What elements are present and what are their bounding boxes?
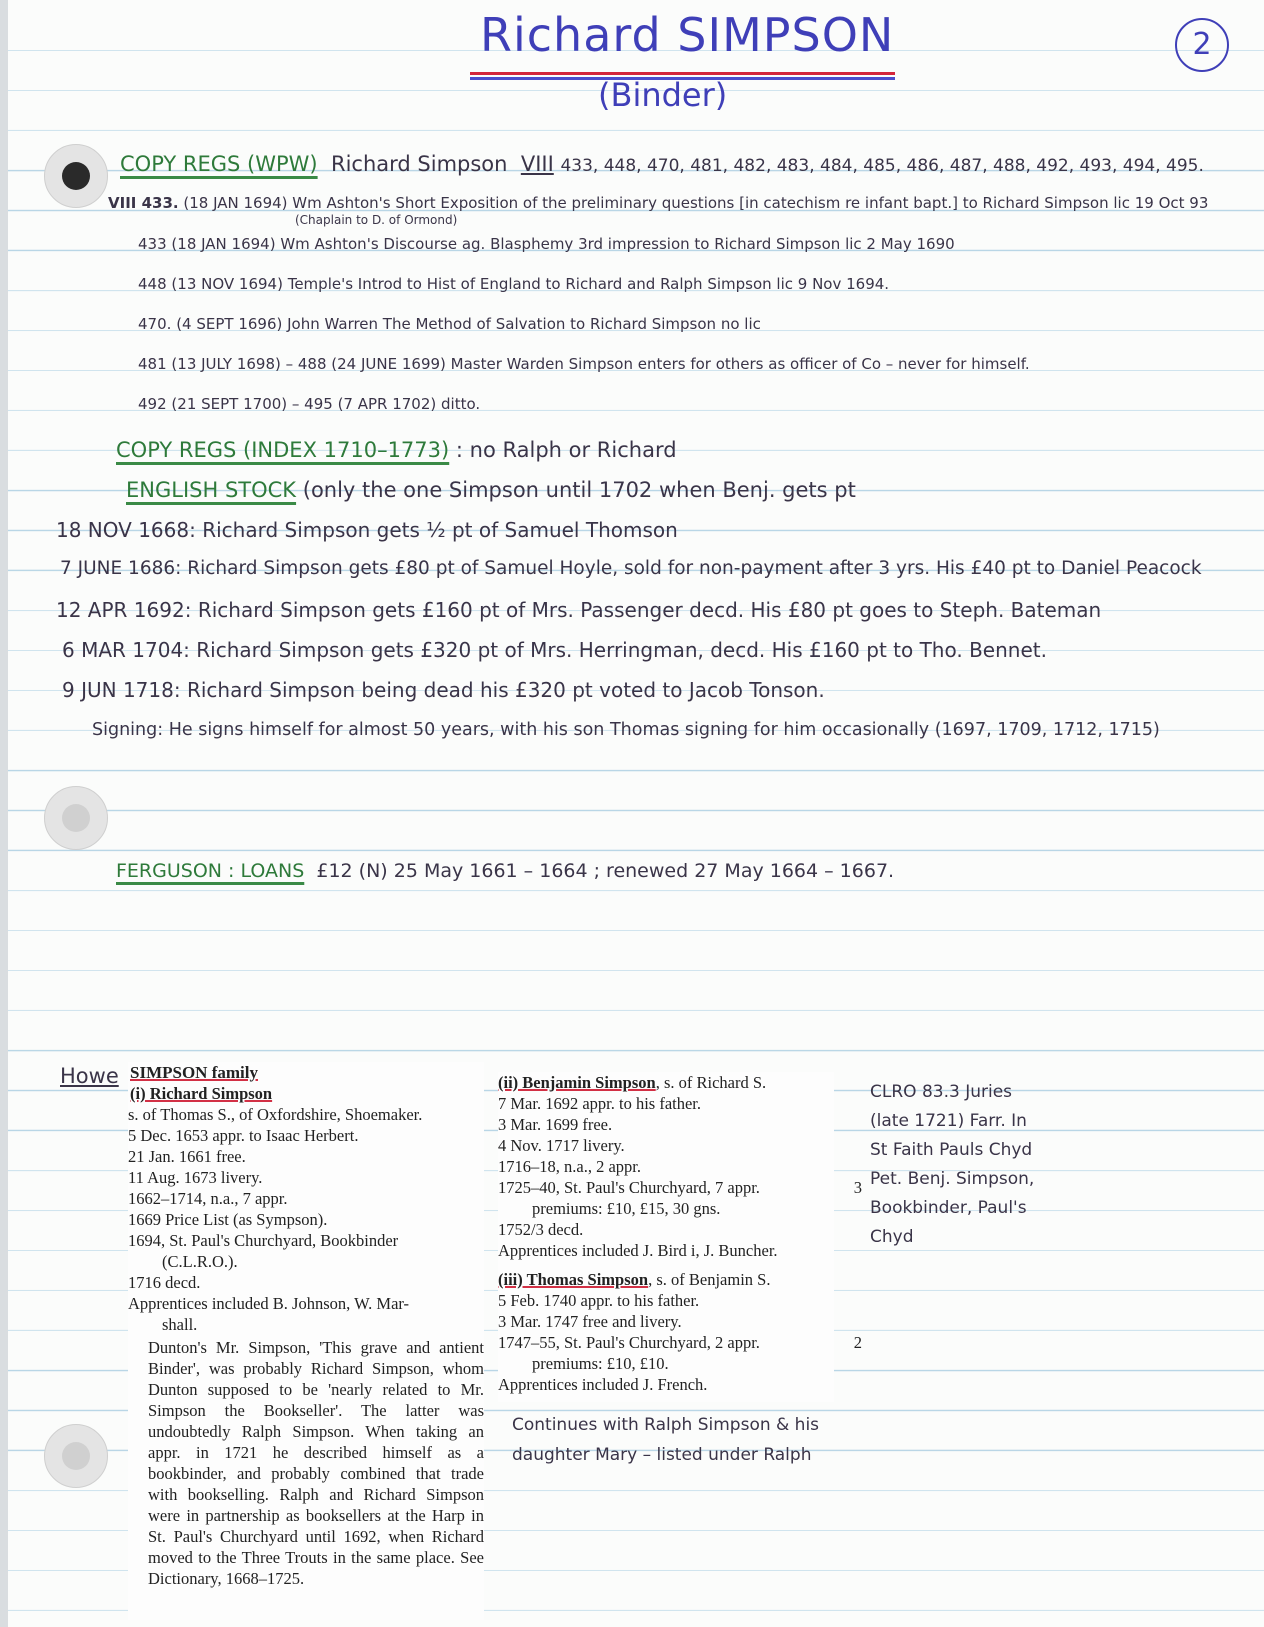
stock-date: 18 NOV 1668: <box>56 518 196 542</box>
signing-label: Signing: <box>92 720 164 740</box>
entry-row <box>138 355 1030 373</box>
thomas-sub: , s. of Benjamin S. <box>648 1270 771 1289</box>
stock-entry <box>56 598 1101 622</box>
copy-regs-index-label: COPY REGS (INDEX 1710–1773) <box>116 438 450 462</box>
benjamin-line: 4 Nov. 1717 livery. <box>498 1136 625 1155</box>
english-stock-line <box>126 478 856 502</box>
stock-text: Richard Simpson gets £80 pt of Samuel Hoyle, sold for non-payment after 3 yrs. His £40 pt to Daniel Peacock <box>187 558 1202 579</box>
thomas-line: Apprentices included J. French. <box>498 1375 708 1394</box>
entry-text: (18 JAN 1694) Wm Ashton's Short Exposition of the preliminary questions [in catechism re infant bapt.] to Richard Simpson lic 19 Oct 93 <box>183 194 1209 212</box>
signing-line <box>92 720 1160 740</box>
richard-heading: (i) Richard Simpson <box>130 1084 273 1103</box>
richard-line: 1662–1714, n.a., 7 appr. <box>128 1189 288 1208</box>
howe-clipping-right <box>498 1072 862 1402</box>
ferguson-label: FERGUSON : LOANS <box>116 860 305 882</box>
thomas-appr-count: 2 <box>853 1333 862 1352</box>
thomas-line: 5 Feb. 1740 appr. to his father. <box>498 1291 700 1310</box>
continues-note: Continues with Ralph Simpson & his daughter Mary – listed under Ralph <box>512 1415 820 1465</box>
binder-hole-middle <box>44 786 108 850</box>
benjamin-line: 7 Mar. 1692 appr. to his father. <box>498 1094 702 1113</box>
stock-date: 7 JUNE 1686: <box>60 558 182 579</box>
stock-entry <box>62 678 825 702</box>
benjamin-line <box>498 1177 862 1198</box>
benjamin-line: premiums: £10, £15, 30 gns. <box>532 1199 721 1218</box>
entry-ref: 481 <box>138 355 167 373</box>
copy-regs-name: Richard Simpson <box>330 152 508 176</box>
richard-line: shall. <box>162 1315 198 1334</box>
entry-text: (18 JAN 1694) Wm Ashton's Discourse ag. Blasphemy 3rd impression to Richard Simpson lic 2 May 1690 <box>171 235 955 253</box>
stock-text: Richard Simpson gets £160 pt of Mrs. Passenger decd. His £80 pt goes to Steph. Bateman <box>197 598 1102 622</box>
ferguson-text: £12 (N) 25 May 1661 – 1664 ; renewed 27 May 1664 – 1667. <box>316 860 895 882</box>
richard-line: (C.L.R.O.). <box>162 1252 238 1271</box>
copy-regs-index-line <box>116 438 677 462</box>
stock-text: Richard Simpson gets ½ pt of Samuel Thomson <box>202 518 678 542</box>
copy-regs-refs: 433, 448, 470, 481, 482, 483, 484, 485, 486, 487, 488, 492, 493, 494, 495. <box>560 156 1204 176</box>
benjamin-heading: (ii) Benjamin Simpson <box>498 1073 656 1092</box>
copy-regs-vol: VIII <box>520 152 554 176</box>
entry-text: (4 SEPT 1696) John Warren The Method of Salvation to Richard Simpson no lic <box>176 315 761 333</box>
english-stock-text: (only the one Simpson until 1702 when Benj. gets pt <box>302 478 856 502</box>
benjamin-appr-count: 3 <box>853 1178 862 1197</box>
thomas-line: premiums: £10, £10. <box>532 1354 669 1373</box>
entry-ref: 470. <box>138 315 172 333</box>
stock-date: 12 APR 1692: <box>56 598 192 622</box>
benjamin-line: 1716–18, n.a., 2 appr. <box>498 1157 641 1176</box>
benjamin-line: 1752/3 decd. <box>498 1220 584 1239</box>
entry-row <box>138 275 889 293</box>
benjamin-line-text: 1725–40, St. Paul's Churchyard, 7 appr. <box>498 1178 760 1197</box>
stock-date: 6 MAR 1704: <box>62 638 190 662</box>
clro-line: St Faith Pauls Chyd <box>870 1140 1033 1160</box>
richard-line: 5 Dec. 1653 appr. to Isaac Herbert. <box>128 1126 359 1145</box>
thomas-line <box>498 1332 862 1353</box>
binder-hole-top <box>44 144 108 208</box>
stock-entry <box>60 558 1202 579</box>
copy-regs-index-text: : no Ralph or Richard <box>455 438 677 462</box>
thomas-line-text: 1747–55, St. Paul's Churchyard, 2 appr. <box>498 1333 760 1352</box>
entry-text: (21 SEPT 1700) – 495 (7 APR 1702) ditto. <box>171 395 481 413</box>
thomas-line: 3 Mar. 1747 free and livery. <box>498 1312 682 1331</box>
stock-text: Richard Simpson being dead his £320 pt voted to Jacob Tonson. <box>186 678 825 702</box>
benjamin-line: 3 Mar. 1699 free. <box>498 1115 613 1134</box>
richard-line: 1669 Price List (as Sympson). <box>128 1210 328 1229</box>
richard-line: 21 Jan. 1661 free. <box>128 1147 246 1166</box>
richard-line: s. of Thomas S., of Oxfordshire, Shoemaker. <box>128 1105 423 1124</box>
stock-text: Richard Simpson gets £320 pt of Mrs. Herringman, decd. His £160 pt to Tho. Bennet. <box>196 638 1047 662</box>
clro-line: Chyd <box>870 1227 914 1247</box>
signing-text: He signs himself for almost 50 years, with his son Thomas signing for him occasionally (1697, 1709, 1712, 1715) <box>168 720 1160 740</box>
entry-text: (13 JULY 1698) – 488 (24 JUNE 1699) Master Warden Simpson enters for others as officer of Co – never for himself. <box>171 355 1030 373</box>
dunton-paragraph: Dunton's Mr. Simpson, 'This grave and antient Binder', was probably Richard Simpson, whom Dunton supposed to be 'nearly related to Mr. Simpson the Bookseller'. The latter was undoubtedly Ralph Simpson. When taking an appr. in 1721 he described himself as a bookbinder, and probably combined that trade with bookselling. Ralph and Richard Simpson were in partnership as booksellers at the Harp in St. Paul's Churchyard until 1692, when Richard moved to the Three Trouts in the same place. See Dictionary, 1668–1725. <box>148 1338 484 1588</box>
page-subtitle: (Binder) <box>598 76 728 114</box>
thomas-heading: (iii) Thomas Simpson <box>498 1270 649 1289</box>
entry-row <box>138 315 761 333</box>
entry-row <box>138 235 955 253</box>
stock-entry <box>62 638 1047 662</box>
clro-line: Bookbinder, Paul's <box>870 1198 1027 1218</box>
howe-clipping-left <box>128 1062 484 1620</box>
page-edge <box>0 0 8 1627</box>
entry-row <box>108 194 1208 212</box>
benjamin-line: Apprentices included J. Bird i, J. Buncher. <box>498 1241 778 1260</box>
entry-ref: 433 <box>138 235 167 253</box>
copy-regs-label: COPY REGS (WPW) <box>120 152 318 176</box>
title-underline-red <box>470 72 895 75</box>
entry-ref: 492 <box>138 395 167 413</box>
copy-regs-line <box>120 152 1204 176</box>
clro-line: (late 1721) Farr. In <box>870 1111 1027 1131</box>
page-title: Richard SIMPSON <box>480 8 895 62</box>
entry-ref: VIII 433. <box>108 194 179 212</box>
richard-line: Apprentices included B. Johnson, W. Mar- <box>128 1294 410 1313</box>
clro-line: Pet. Benj. Simpson, <box>870 1169 1035 1189</box>
richard-line: 1694, St. Paul's Churchyard, Bookbinder <box>128 1231 399 1250</box>
benjamin-heading-line <box>498 1072 834 1093</box>
english-stock-label: ENGLISH STOCK <box>126 478 297 502</box>
stock-entry <box>56 518 678 542</box>
richard-line: 1716 decd. <box>128 1273 201 1292</box>
ferguson-line <box>116 860 894 882</box>
thomas-heading-line <box>498 1269 834 1290</box>
entry-row <box>138 395 480 413</box>
entry-ref: 448 <box>138 275 167 293</box>
family-heading: SIMPSON family <box>130 1063 258 1082</box>
howe-label: Howe <box>60 1064 119 1088</box>
richard-line: 11 Aug. 1673 livery. <box>128 1168 263 1187</box>
benjamin-sub: , s. of Richard S. <box>655 1073 767 1092</box>
clro-line: CLRO 83.3 Juries <box>870 1082 1013 1102</box>
stock-date: 9 JUN 1718: <box>62 678 181 702</box>
clro-note <box>870 1078 1034 1252</box>
page-number: 2 <box>1175 18 1229 72</box>
binder-hole-bottom <box>44 1424 108 1488</box>
entry-text: (13 NOV 1694) Temple's Introd to Hist of England to Richard and Ralph Simpson lic 9 Nov 1694. <box>171 275 890 293</box>
entry-note: (Chaplain to D. of Ormond) <box>295 213 458 227</box>
